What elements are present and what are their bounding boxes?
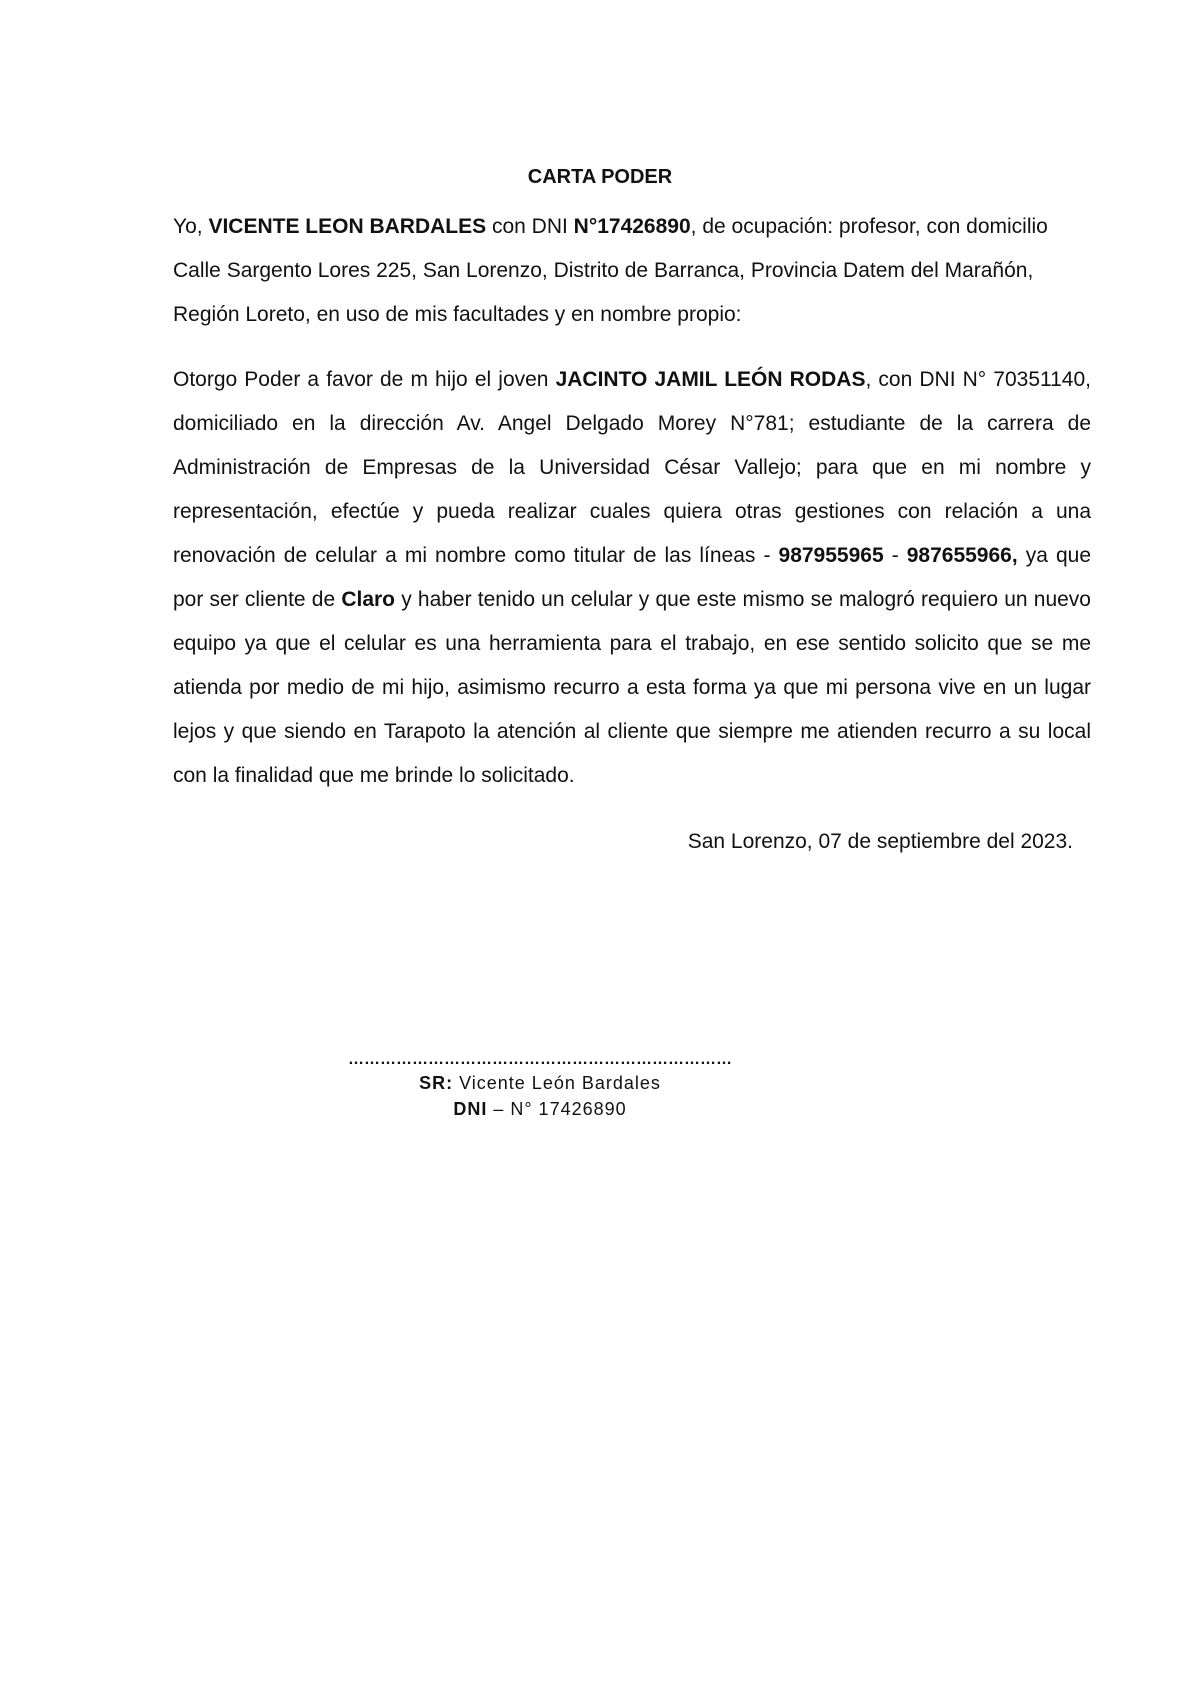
signatory-name-row [300,1070,780,1096]
signature-block [300,1050,780,1122]
phone-line-2: 987655966, [906,544,1018,567]
signature-line: ……………………………………………………………… [348,1051,732,1068]
date-line: San Lorenzo, 07 de septiembre del 2023. [687,830,1073,853]
paragraph-text: y haber tenido un celular y que este mismo se malogró requiero un nuevo equipo ya que el celular es una herramienta para el trabajo, en ese sentido solicito que se me atienda por medio de mi hijo, asimismo recurro a esta forma ya que mi persona vive en un lugar lejos y que siendo en Tarapoto la atención al cliente que siempre me atienden recurro a su local con la finalidad que me brinde lo solicitado. [173,588,1091,787]
carrier-name: Claro [341,588,396,611]
grantee-name: JACINTO JAMIL LEÓN RODAS [555,368,866,391]
paragraph-grantor [173,205,1091,337]
paragraph-text: - [883,544,907,567]
signatory-dni-label: DNI [453,1099,488,1119]
paragraph-text: , con DNI N° 70351140, domiciliado en la dirección Av. Angel Delgado Morey N°781; estudiante de la carrera de Administración de Empresas de la Universidad César Vallejo; para que en mi nombre y representación, efectúe y pueda realizar cuales quiera otras gestiones con relación a una renovación de celular a mi nombre como titular de las líneas - [173,368,1091,567]
document-title: CARTA PODER [527,166,673,188]
paragraph-text: Yo, [173,215,209,238]
paragraph-power-grant [173,358,1091,798]
paragraph-text: Otorgo Poder a favor de m hijo el joven [173,368,556,391]
paragraph-text: con DNI [486,215,574,238]
signatory-label: SR: [419,1073,454,1093]
paragraph-text: ya que por ser cliente de [173,544,1091,611]
phone-line-1: 987955965 [778,544,884,567]
signatory-dni: – N° 17426890 [487,1099,627,1119]
grantor-name: VICENTE LEON BARDALES [208,215,487,238]
signatory-dni-row [300,1096,780,1122]
paragraph-text: , de ocupación: profesor, con domicilio Calle Sargento Lores 225, San Lorenzo, Distrito de Barranca, Provincia Datem del Marañón, Región Loreto, en uso de mis facultades y en nombre propio: [173,215,1048,326]
grantor-dni: N°17426890 [573,215,691,238]
signatory-name: Vicente León Bardales [453,1073,661,1093]
